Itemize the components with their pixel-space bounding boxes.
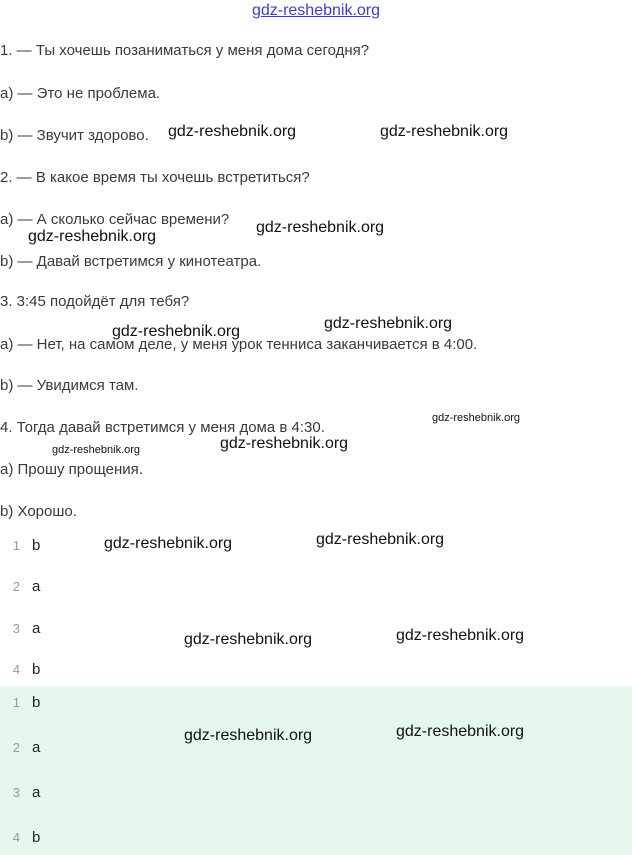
watermark: gdz-reshebnik.org — [184, 727, 313, 744]
watermark: gdz-reshebnik.org — [104, 535, 233, 552]
option-3b: b) — Увидимся там. — [0, 377, 139, 394]
top-watermark-link[interactable]: gdz-reshebnik.org — [251, 2, 381, 19]
answer-letter: a — [32, 578, 41, 595]
watermark: gdz-reshebnik.org — [380, 123, 509, 140]
watermark: gdz-reshebnik.org — [220, 435, 349, 452]
answer-letter: a — [32, 620, 41, 637]
watermark: gdz-reshebnik.org — [256, 219, 385, 236]
highlighted-answer-row — [0, 694, 40, 711]
answer-number: 2 — [12, 740, 20, 755]
watermark: gdz-reshebnik.org — [396, 627, 525, 644]
question-3: 3. 3:45 подойдёт для тебя? — [0, 293, 190, 310]
option-1a: a) — Это не проблема. — [0, 85, 161, 102]
highlighted-answer-row — [0, 784, 40, 801]
highlighted-answers-block — [0, 686, 632, 855]
question-4: 4. Тогда давай встретимся у меня дома в 4:30. — [0, 419, 325, 436]
answer-number: 1 — [12, 538, 20, 553]
answer-number: 3 — [12, 621, 20, 636]
answer-row — [0, 620, 40, 637]
option-4a: a) Прошу прощения. — [0, 461, 143, 478]
answer-letter: b — [32, 829, 41, 846]
answer-row — [0, 537, 40, 554]
highlighted-answer-row — [0, 739, 40, 756]
answer-number: 2 — [12, 579, 20, 594]
question-2: 2. — В какое время ты хочешь встретиться? — [0, 169, 310, 186]
watermark: gdz-reshebnik.org — [324, 315, 453, 332]
question-1: 1. — Ты хочешь позаниматься у меня дома сегодня? — [0, 42, 370, 59]
answer-number: 4 — [12, 830, 20, 845]
answer-letter: b — [32, 694, 41, 711]
option-3a: a) — Нет, на самом деле, у меня урок тенниса заканчивается в 4:00. — [0, 336, 478, 353]
watermark: gdz-reshebnik.org — [28, 228, 157, 245]
watermark: gdz-reshebnik.org — [432, 412, 521, 424]
answer-row — [0, 661, 40, 678]
answer-number: 3 — [12, 785, 20, 800]
option-1b: b) — Звучит здорово. — [0, 127, 149, 144]
answer-letter: b — [32, 661, 41, 678]
answer-number: 1 — [12, 695, 20, 710]
watermark: gdz-reshebnik.org — [112, 323, 241, 340]
highlighted-answer-row — [0, 829, 40, 846]
option-2b: b) — Давай встретимся у кинотеатра. — [0, 253, 262, 270]
watermark: gdz-reshebnik.org — [52, 444, 141, 456]
answer-number: 4 — [12, 662, 20, 677]
option-4b: b) Хорошо. — [0, 503, 77, 520]
answer-letter: b — [32, 537, 41, 554]
answer-letter: a — [32, 784, 41, 801]
option-2a: a) — А сколько сейчас времени? — [0, 211, 230, 228]
watermark: gdz-reshebnik.org — [168, 123, 297, 140]
answer-letter: a — [32, 739, 41, 756]
answer-row — [0, 578, 40, 595]
watermark: gdz-reshebnik.org — [316, 531, 445, 548]
watermark: gdz-reshebnik.org — [184, 631, 313, 648]
watermark: gdz-reshebnik.org — [396, 723, 525, 740]
